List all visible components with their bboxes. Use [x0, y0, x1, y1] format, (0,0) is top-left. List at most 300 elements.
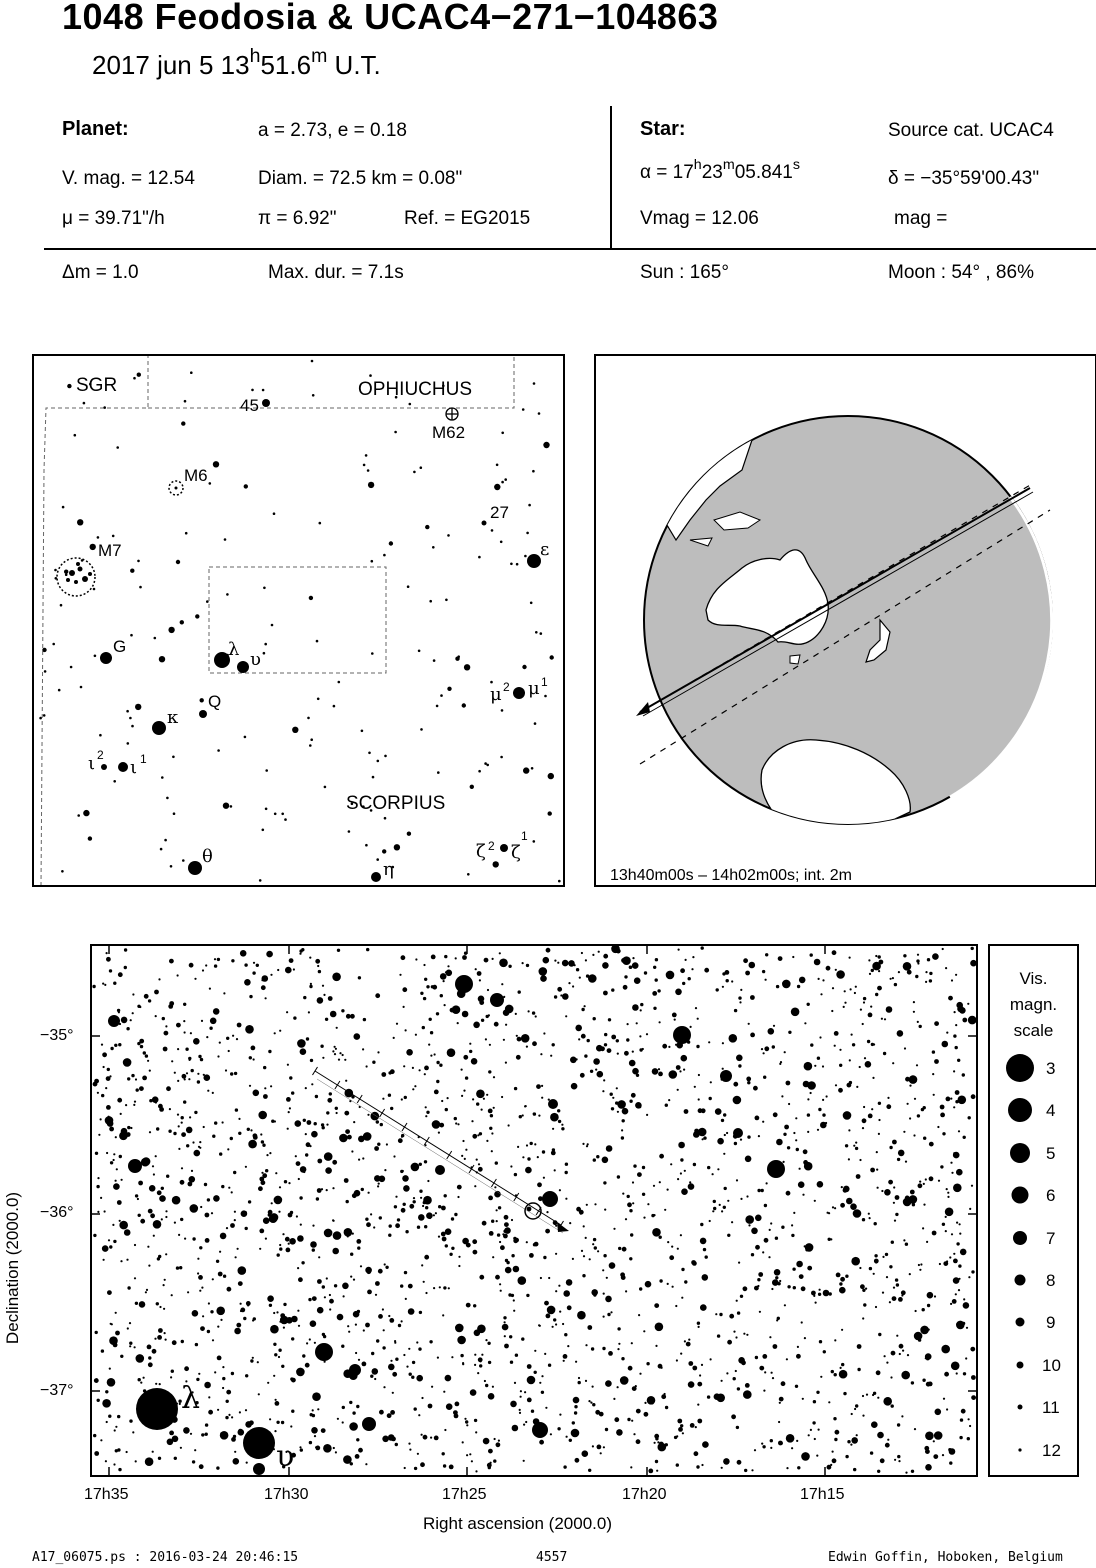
detail-field-star [850, 988, 852, 990]
detail-field-star [462, 1011, 469, 1018]
detail-field-star [266, 1154, 268, 1156]
finder-field-star [61, 870, 64, 873]
detail-field-star [604, 1209, 606, 1211]
detail-field-star [161, 1218, 163, 1220]
detail-field-star [575, 1361, 577, 1363]
detail-field-star [203, 1126, 205, 1128]
detail-field-star [594, 1203, 596, 1205]
detail-field-star [424, 978, 427, 981]
detail-field-star [813, 1295, 815, 1297]
detail-field-star [124, 948, 127, 951]
detail-field-star [869, 1217, 871, 1219]
detail-field-star [494, 1022, 499, 1027]
detail-field-star [632, 1051, 634, 1053]
detail-field-star [317, 1279, 322, 1284]
finder-field-star [181, 421, 185, 425]
detail-field-star [849, 957, 851, 959]
bright-star-g [128, 1159, 142, 1173]
legend-title-line2: magn. [1009, 995, 1058, 1014]
detail-field-star [259, 1229, 264, 1234]
detail-field-star [148, 1362, 153, 1367]
detail-field-star [630, 1466, 632, 1468]
detail-field-star [134, 1346, 136, 1348]
detail-field-star [968, 1016, 977, 1025]
detail-field-star [677, 1248, 679, 1250]
detail-field-star [697, 1382, 702, 1387]
detail-field-star [333, 1231, 342, 1240]
detail-field-star [612, 1097, 614, 1099]
detail-field-star [675, 989, 682, 996]
detail-field-star [445, 1228, 452, 1235]
detail-field-star [733, 1082, 738, 1087]
detail-field-star [462, 1140, 464, 1142]
detail-field-star [504, 1227, 511, 1234]
detail-field-star [841, 1363, 844, 1366]
detail-field-star [578, 1381, 581, 1384]
detail-field-star [838, 1088, 843, 1093]
detail-field-star [273, 1375, 275, 1377]
detail-field-star [208, 1302, 210, 1304]
detail-field-star [317, 1307, 324, 1314]
detail-field-star [869, 973, 871, 975]
star-ra-minutes: 23 [701, 162, 723, 183]
detail-field-star [667, 1241, 669, 1243]
detail-field-star [426, 1111, 429, 1114]
detail-field-star [380, 1123, 383, 1126]
detail-field-star [143, 1051, 146, 1054]
detail-field-star [543, 1177, 545, 1179]
detail-field-star [310, 1241, 317, 1248]
finder-field-star [195, 614, 199, 618]
detail-field-star [758, 1272, 763, 1277]
detail-field-star [934, 1021, 939, 1026]
detail-field-star [120, 1113, 122, 1115]
detail-field-star [126, 1259, 128, 1261]
detail-field-star [499, 952, 501, 954]
detail-field-star [781, 1226, 784, 1229]
detail-field-star [792, 1268, 795, 1271]
planet-orbit: a = 2.73, e = 0.18 [258, 120, 407, 141]
detail-field-star [420, 1462, 425, 1467]
detail-field-star [580, 1073, 585, 1078]
detail-field-star [965, 1357, 967, 1359]
detail-field-star [206, 1036, 208, 1038]
detail-field-star [478, 1163, 480, 1165]
detail-field-star [226, 1037, 229, 1040]
detail-field-star [791, 1447, 793, 1449]
detail-field-star [959, 1223, 961, 1225]
detail-field-star [526, 1144, 528, 1146]
detail-field-star [158, 1104, 163, 1109]
finder-field-star [383, 554, 386, 557]
detail-field-star [585, 1237, 587, 1239]
detail-field-star [504, 1344, 509, 1349]
finder-field-star [126, 710, 129, 713]
finder-field-star [58, 689, 61, 692]
detail-field-star [209, 988, 211, 990]
detail-field-star [823, 1350, 826, 1353]
detail-field-star [479, 1275, 484, 1280]
detail-field-star [201, 1020, 203, 1022]
detail-field-star [737, 1311, 740, 1314]
detail-field-star [781, 1095, 783, 1097]
detail-field-star [875, 955, 877, 957]
detail-field-star [489, 1044, 491, 1046]
detail-field-star [168, 1130, 171, 1133]
detail-field-star [497, 1233, 500, 1236]
detail-field-star [721, 1467, 723, 1469]
finder-field-star [77, 814, 80, 817]
detail-field-star [534, 1350, 536, 1352]
detail-field-star [859, 1267, 861, 1269]
detail-field-star [563, 1290, 570, 1297]
detail-field-star [378, 1269, 383, 1274]
detail-field-star [305, 1363, 310, 1368]
detail-field-star [133, 1104, 135, 1106]
finder-field-star [467, 873, 470, 876]
detail-field-star [807, 1003, 810, 1006]
detail-field-star [681, 1268, 684, 1271]
finder-field-star [226, 593, 229, 596]
detail-field-star [648, 1469, 653, 1474]
detail-field-star [814, 1065, 816, 1067]
detail-field-star [786, 1434, 795, 1443]
detail-field-star [541, 1085, 543, 1087]
finder-field-star [365, 844, 368, 847]
detail-field-star [334, 1046, 336, 1048]
detail-field-star [284, 1180, 287, 1183]
detail-field-star [603, 1446, 605, 1448]
detail-field-star [903, 1239, 905, 1241]
label-lambda: λ [228, 639, 240, 660]
detail-field-star [624, 975, 627, 978]
bright-star-j [349, 1364, 361, 1376]
detail-field-star [593, 1238, 596, 1241]
detail-chart-svg [90, 944, 978, 1477]
detail-field-star [447, 1097, 449, 1099]
finder-field-star [83, 402, 86, 405]
detail-field-star [850, 1203, 857, 1210]
finder-field-star [168, 627, 174, 633]
detail-field-star [540, 1053, 542, 1055]
legend-dot-11 [1018, 1405, 1023, 1410]
detail-field-star [105, 1460, 107, 1462]
detail-field-star [751, 1469, 753, 1471]
detail-field-star [275, 1401, 280, 1406]
detail-field-star [726, 1132, 728, 1134]
detail-field-star [862, 1023, 864, 1025]
detail-field-star [757, 1189, 760, 1192]
detail-field-star [329, 1294, 331, 1296]
finder-field-star [548, 773, 554, 779]
detail-field-star [451, 1356, 453, 1358]
detail-field-star [216, 1260, 219, 1263]
detail-field-star [791, 1224, 793, 1226]
finder-field-star [62, 506, 65, 509]
detail-field-star [441, 1232, 446, 1237]
detail-field-star [816, 1455, 818, 1457]
detail-field-star [541, 1097, 543, 1099]
detail-field-star [665, 1104, 668, 1107]
detail-field-star [528, 1010, 530, 1012]
detail-field-star [632, 1202, 634, 1204]
detail-field-star [394, 1340, 396, 1342]
detail-field-star [431, 955, 436, 960]
detail-field-star [710, 1081, 712, 1083]
detail-field-star [879, 960, 884, 965]
detail-field-star [473, 1022, 480, 1029]
detail-field-star [769, 1229, 771, 1231]
detail-field-star [945, 1208, 954, 1217]
detail-field-star [818, 978, 820, 980]
detail-field-star [721, 1380, 723, 1382]
detail-field-star [818, 1108, 821, 1111]
detail-field-star [639, 1373, 641, 1375]
finder-field-star [532, 470, 535, 473]
detail-field-star [477, 1372, 479, 1374]
detail-field-star [105, 1390, 108, 1393]
detail-field-star [546, 948, 551, 953]
detail-field-star [548, 1277, 550, 1279]
bright-star-b [455, 975, 473, 993]
detail-field-star [190, 1204, 199, 1213]
detail-field-star [220, 1432, 222, 1434]
ra-second-unit: s [792, 157, 800, 174]
detail-field-star [106, 952, 108, 954]
finder-field-star [504, 478, 507, 481]
detail-field-star [419, 1069, 421, 1071]
detail-field-star [240, 1308, 245, 1313]
detail-field-star [608, 1351, 613, 1356]
detail-field-star [488, 1449, 493, 1454]
finder-field-star [538, 412, 541, 415]
detail-field-star [862, 1218, 865, 1221]
detail-field-star [843, 1392, 846, 1395]
detail-field-star [314, 1122, 317, 1125]
detail-field-star [629, 1257, 632, 1260]
detail-field-star [238, 1281, 243, 1286]
detail-field-star [106, 1076, 111, 1081]
detail-field-star [545, 1407, 547, 1409]
detail-field-star [954, 1011, 956, 1013]
legend-mag-10: 10 [1042, 1356, 1061, 1375]
detail-field-star [886, 1362, 888, 1364]
detail-field-star [695, 1007, 697, 1009]
detail-field-star [567, 1305, 572, 1310]
detail-field-star [222, 1366, 224, 1368]
detail-field-star [953, 1279, 955, 1281]
detail-field-star [223, 992, 225, 994]
detail-field-star [565, 1163, 568, 1166]
detail-field-star [882, 1256, 884, 1258]
detail-field-star [753, 1086, 758, 1091]
x-tick-17h30: 17h30 [264, 1486, 309, 1503]
detail-field-star [514, 1173, 517, 1176]
detail-field-star [810, 1092, 812, 1094]
detail-field-star [585, 1380, 587, 1382]
detail-field-star [713, 1200, 716, 1203]
detail-field-star [370, 1375, 373, 1378]
detail-field-star [489, 1231, 494, 1236]
detail-field-star [877, 1397, 879, 1399]
detail-field-star [378, 1314, 383, 1319]
legend-dot-4 [1008, 1098, 1032, 1122]
detail-field-star [971, 1185, 973, 1187]
detail-field-star [827, 1212, 829, 1214]
detail-field-star [462, 1441, 464, 1443]
detail-field-star [447, 965, 449, 967]
detail-field-star [832, 987, 834, 989]
detail-field-star [665, 1443, 668, 1446]
detail-field-star [401, 1320, 403, 1322]
detail-field-star [317, 1408, 319, 1410]
detail-field-star [868, 1213, 870, 1215]
ra-minute-unit: m [722, 157, 735, 174]
cluster-m6-center [175, 487, 178, 490]
detail-field-star [148, 1265, 150, 1267]
legend-dot-12 [1018, 1448, 1021, 1451]
detail-field-star [546, 1314, 551, 1319]
legend-mag-7: 7 [1046, 1229, 1056, 1248]
detail-field-star [741, 1360, 746, 1365]
detail-field-star [335, 1048, 337, 1050]
detail-field-star [335, 1107, 338, 1110]
detail-field-star [674, 1436, 677, 1439]
detail-field-star [925, 981, 927, 983]
detail-field-star [102, 983, 104, 985]
detail-field-star [472, 1134, 477, 1139]
detail-field-star [636, 1022, 638, 1024]
detail-field-star [198, 1373, 200, 1375]
detail-field-star [736, 1300, 738, 1302]
detail-field-star [279, 1030, 281, 1032]
detail-field-star [763, 1390, 765, 1392]
finder-field-star [130, 634, 133, 637]
detail-field-star [805, 1243, 814, 1252]
detail-field-star [942, 948, 944, 950]
detail-field-star [927, 958, 930, 961]
detail-field-star [722, 1042, 724, 1044]
detail-field-star [708, 1041, 710, 1043]
detail-field-star [197, 1080, 200, 1083]
detail-field-star [201, 1287, 203, 1289]
detail-field-star [895, 1278, 898, 1281]
detail-field-star [330, 1011, 337, 1018]
detail-field-star [170, 1376, 172, 1378]
detail-field-star [584, 1054, 587, 1057]
detail-field-star [258, 1393, 260, 1395]
finder-field-star [135, 704, 141, 710]
detail-field-star [941, 1345, 950, 1354]
detail-field-star [171, 1370, 174, 1373]
detail-field-star [146, 1289, 148, 1291]
detail-field-star [845, 1455, 848, 1458]
detail-field-star [505, 1062, 507, 1064]
detail-field-star [503, 1234, 508, 1239]
detail-field-star [956, 1169, 963, 1176]
detail-field-star [857, 1344, 862, 1349]
detail-field-star [291, 1337, 294, 1340]
detail-field-star [773, 1025, 775, 1027]
finder-field-star [501, 481, 504, 484]
star-27 [482, 521, 487, 526]
detail-field-star [834, 1438, 837, 1441]
detail-field-star [491, 1150, 493, 1152]
detail-field-star [872, 1077, 874, 1079]
detail-field-star [351, 1150, 353, 1152]
detail-field-star [554, 960, 556, 962]
detail-field-star [544, 1301, 549, 1306]
finder-field-star [535, 631, 538, 634]
detail-field-star [919, 1269, 921, 1271]
detail-field-star [836, 1273, 841, 1278]
detail-field-star [298, 1374, 300, 1376]
detail-field-star [474, 1330, 481, 1337]
detail-field-star [682, 1432, 684, 1434]
detail-field-star [466, 1243, 471, 1248]
detail-field-star [516, 1035, 518, 1037]
detail-field-star [892, 1140, 897, 1145]
detail-field-star [717, 1334, 720, 1337]
detail-field-star [519, 1409, 521, 1411]
detail-field-star [126, 1027, 129, 1030]
detail-field-star [845, 1275, 848, 1278]
detail-field-star [165, 1253, 167, 1255]
detail-field-star [514, 1382, 516, 1384]
detail-field-star [154, 1338, 156, 1340]
detail-field-star [804, 1337, 806, 1339]
detail-field-star [839, 1287, 846, 1294]
detail-field-star [222, 1387, 224, 1389]
detail-field-star [743, 1333, 745, 1335]
detail-field-star [834, 1339, 836, 1341]
detail-field-star [104, 1210, 106, 1212]
detail-field-star [604, 1043, 607, 1046]
detail-field-star [738, 996, 741, 999]
legend-mag-11: 11 [1042, 1398, 1060, 1417]
detail-field-star [317, 965, 319, 967]
detail-field-star [234, 1211, 236, 1213]
globular-m62-icon [446, 408, 458, 420]
detail-field-star [762, 1354, 767, 1359]
detail-field-star [424, 1160, 427, 1163]
detail-field-star [113, 1183, 120, 1190]
label-q: Q [208, 692, 222, 711]
detail-field-star [576, 1207, 581, 1212]
detail-field-star [602, 1157, 609, 1164]
detail-field-star [621, 1129, 623, 1131]
bright-star-lambda [136, 1388, 178, 1430]
detail-field-star [297, 1235, 304, 1242]
detail-field-star [136, 1354, 145, 1363]
detail-field-star [892, 1062, 894, 1064]
legend-mag-9: 9 [1046, 1313, 1056, 1332]
detail-field-star [632, 957, 634, 959]
detail-field-star [629, 1060, 636, 1067]
detail-field-star [962, 1322, 965, 1325]
detail-field-star [929, 979, 932, 982]
detail-field-star [644, 1412, 649, 1417]
label-iota2-sup: 2 [97, 748, 104, 762]
detail-field-star [582, 1274, 585, 1277]
detail-field-star [174, 1222, 176, 1224]
detail-field-star [226, 1400, 229, 1403]
detail-field-star [342, 1421, 344, 1423]
detail-field-star [158, 1457, 161, 1460]
finder-field-star [510, 563, 513, 566]
bright-star-e [532, 1422, 548, 1438]
detail-field-star [768, 1256, 770, 1258]
